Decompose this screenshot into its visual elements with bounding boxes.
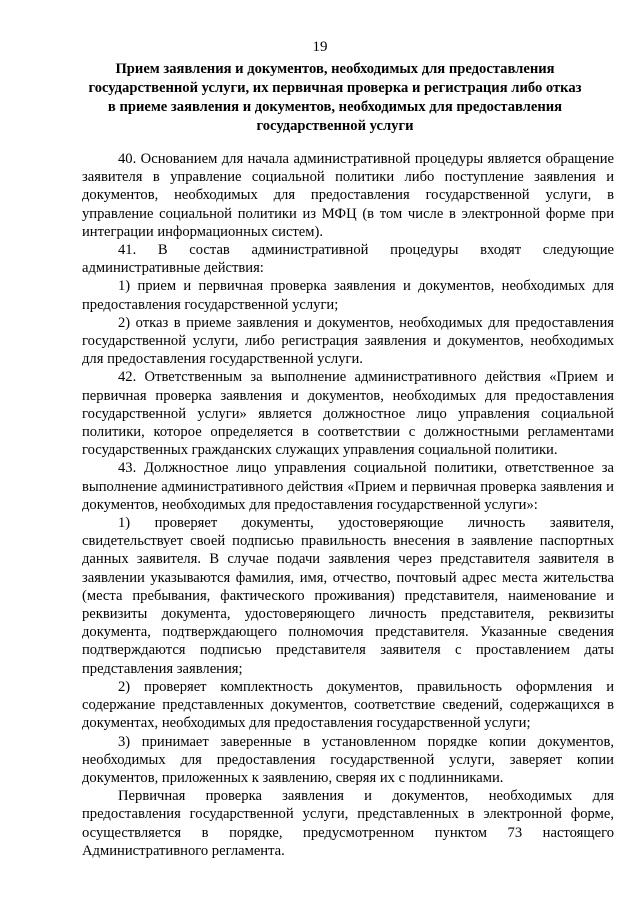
section-heading — [85, 60, 585, 136]
list-item: 2) отказ в приеме заявления и документов, необходимых для предоставления государственной услуги, либо регистрация заявления и документов, необходимых для предоставления государственной услуги. — [82, 314, 614, 368]
paragraph-43: 43. Должностное лицо управления социальной политики, ответственное за выполнение административного действия «Прием и первичная проверка заявления и документов, необходимых для предоставления государственной услуги»: — [82, 460, 614, 513]
heading-line: государственной услуги, их первичная проверка и регистрация либо отказ — [88, 80, 582, 96]
page-number: 19 — [312, 39, 328, 55]
body-text — [82, 150, 614, 860]
heading-line: в приеме заявления и документов, необходимых для предоставления — [107, 99, 563, 115]
list-item: 1) прием и первичная проверка заявления и документов, необходимых для предоставления государственной услуги; — [82, 278, 614, 313]
list-item: 3) принимает заверенные в установленном порядке копии документов, необходимых для предоставления государственной услуги, заверяет копии документов, приложенных к заявлению, сверяя их с подлинниками. — [82, 733, 614, 786]
list-item: 1) проверяет документы, удостоверяющие личность заявителя, свидетельствует своей подписью правильность внесения в заявление паспортных данных заявителя. В случае подачи заявления через представителя заявителя в заявлении указываются фамилия, имя, отчество, почтовый адрес места жительства (места пребывания, фактического проживания) представителя, наименование и реквизиты документа, удостоверяющего личность представителя, реквизиты документа, подтверждающего полномочия представителя. Указанные сведения подтверждаются подписью представителя заявителя с проставлением даты представления заявления; — [82, 515, 614, 677]
paragraph-42: 42. Ответственным за выполнение административного действия «Прием и первичная проверка заявления и документов, необходимых для предоставления государственной услуги» является должностное лицо управления социальной политики, которое определяется в соответствии с должностными регламентами государственных гражданских служащих управления социальной политики. — [82, 369, 614, 459]
list-item: 2) проверяет комплектность документов, правильность оформления и содержание представленных документов, соответствие сведений, содержащихся в документах, необходимых для предоставления государственной услуги; — [82, 678, 614, 732]
paragraph-40: 40. Основанием для начала административной процедуры является обращение заявителя в управление социальной политики либо поступление заявления и документов, необходимых для предоставления государственной услуги, в управление социальной политики из МФЦ (в том числе в электронной форме при интеграции информационных систем). — [82, 151, 614, 240]
paragraph-41: 41. В состав административной процедуры входят следующие административные действия: — [82, 242, 614, 277]
heading-line: государственной услуги — [256, 118, 414, 134]
closing-paragraph: Первичная проверка заявления и документов, необходимых для предоставления государственной услуги, представленных в электронной форме, осуществляется в порядке, предусмотренном пунктом 73 настоящего Административного регламента. — [82, 788, 614, 859]
heading-line: Прием заявления и документов, необходимых для предоставления — [115, 61, 555, 77]
